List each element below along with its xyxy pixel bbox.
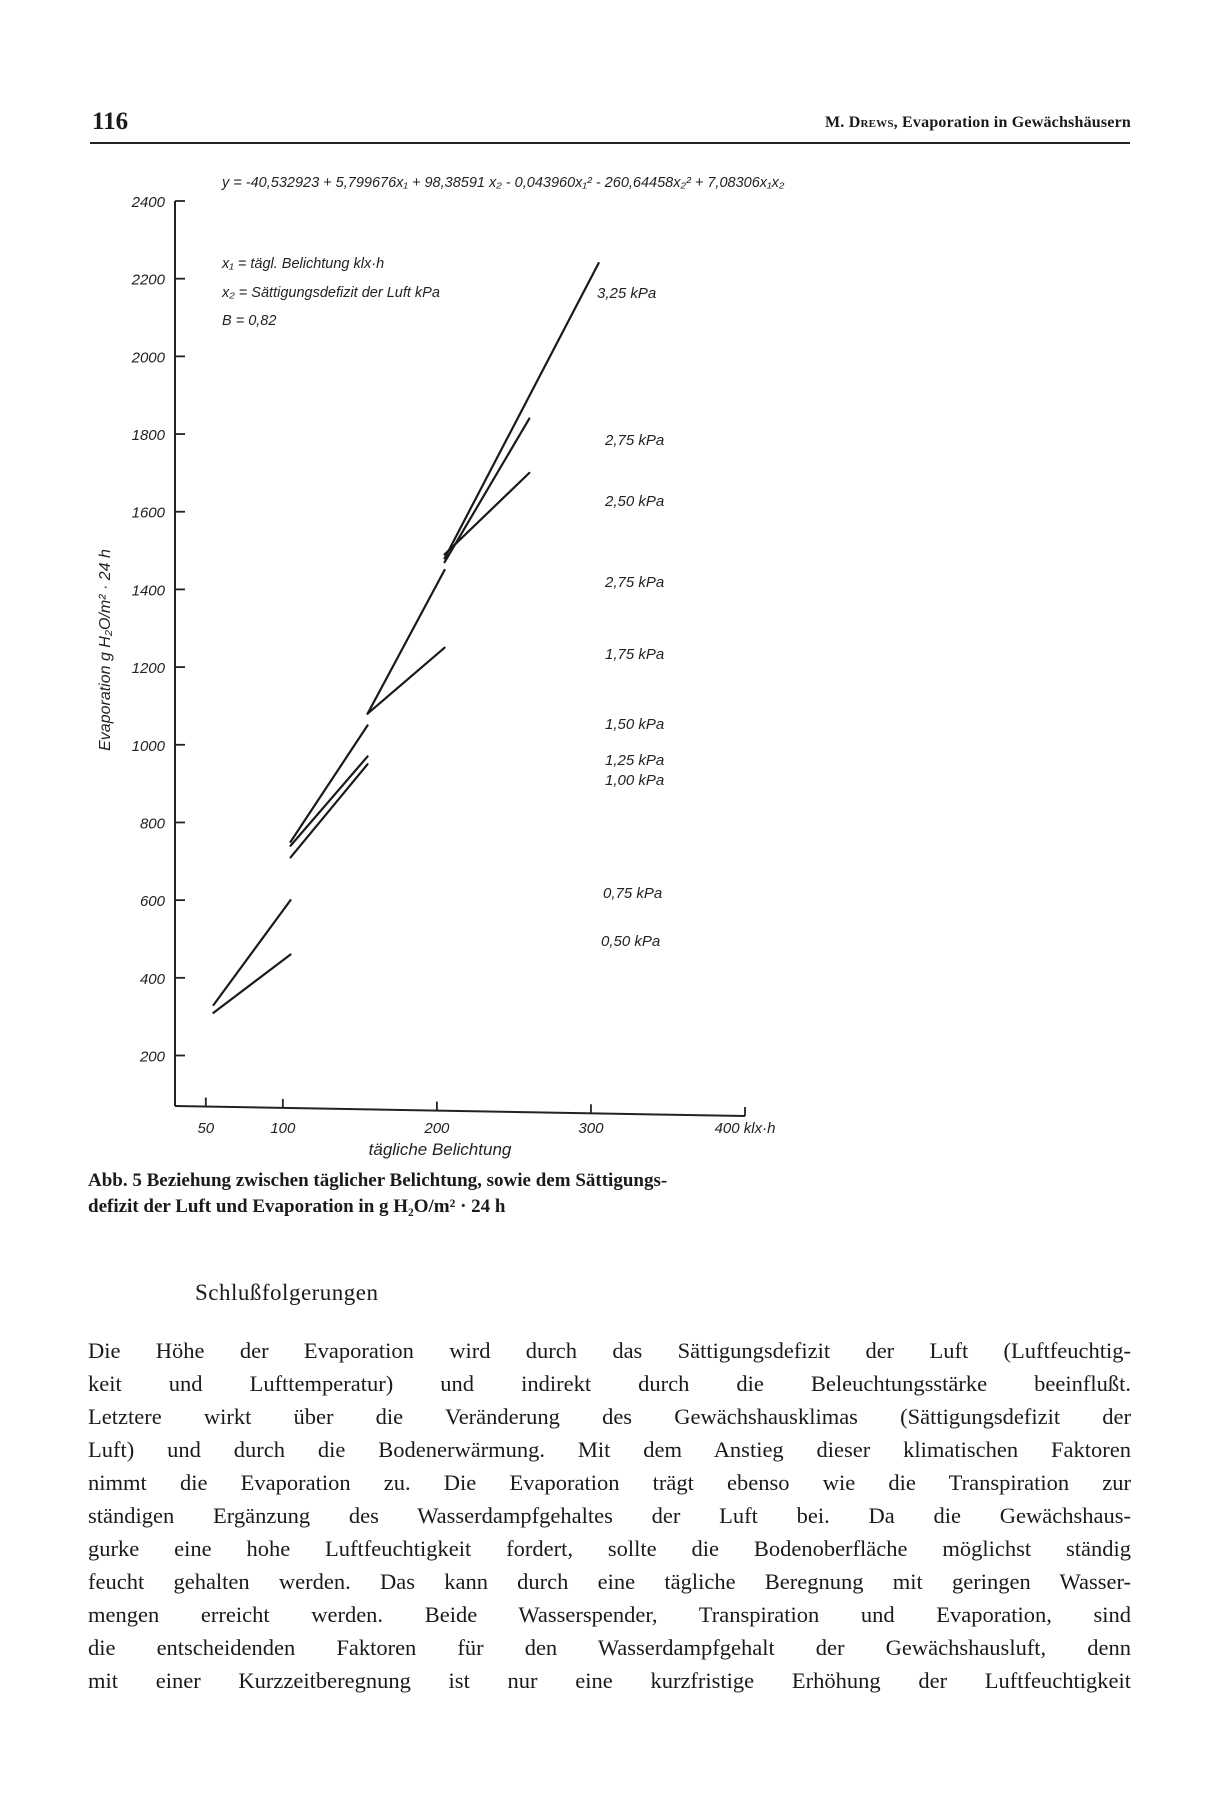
y-tick-label: 800 — [139, 815, 165, 833]
series-label: 1,50 kPa — [605, 716, 665, 733]
body-line: feucht gehalten werden. Das kann durch eine tägliche Beregnung mit geringen Wasser- — [88, 1569, 1131, 1594]
caption-line-1: Abb. 5 Beziehung zwischen täglicher Belichtung, sowie dem Sättigungs- — [88, 1170, 668, 1191]
series-line — [368, 570, 445, 714]
body-line: Luft) und durch die Bodenerwärmung. Mit dem Anstieg dieser klimatischen Faktoren — [88, 1437, 1131, 1462]
body-line: gurke eine hohe Luftfeuchtigkeit fordert, sollte die Bodenoberfläche möglichst ständig — [88, 1536, 1131, 1561]
y-tick-label: 1000 — [131, 737, 165, 755]
series-label: 2,75 kPa — [605, 574, 665, 591]
body-line: mengen erreicht werden. Beide Wasserspender, Transpiration und Evaporation, sind — [88, 1602, 1131, 1627]
legend-line-b: B = 0,82 — [222, 313, 277, 329]
body-line: keit und Lufttemperatur) und indirekt durch die Beleuchtungsstärke beeinflußt. — [88, 1371, 1131, 1396]
body-line: Die Höhe der Evaporation wird durch das Sättigungsdefizit der Luft (Luftfeuchtig- — [88, 1338, 1131, 1363]
series-label: 2,50 kPa — [605, 493, 665, 510]
series-label: 1,25 kPa — [605, 752, 665, 769]
y-tick-label: 1400 — [131, 582, 165, 600]
series-line — [291, 756, 368, 845]
series-label: 0,50 kPa — [601, 933, 661, 950]
body-line: die entscheidenden Faktoren für den Wasserdampfgehalt der Gewächshausluft, denn — [88, 1635, 1131, 1660]
series-label: 0,75 kPa — [603, 885, 663, 902]
y-tick-label: 400 — [139, 970, 165, 988]
series-label: 2,75 kPa — [605, 432, 665, 449]
series-line — [368, 648, 445, 714]
series-line — [291, 764, 368, 857]
y-tick-label: 200 — [139, 1048, 165, 1066]
x-axis — [175, 1106, 745, 1116]
author-initial: M. — [824, 114, 845, 131]
regression-equation: y = -40,532923 + 5,799676x₁ + 98,38591 x₂ - 0,043960x₁² - 260,64458x₂² + 7,08306x₁x₂ — [222, 175, 785, 191]
body-line: nimmt die Evaporation zu. Die Evaporation trägt ebenso wie die Transpiration zur — [88, 1470, 1131, 1495]
legend-line-x2: x₂ = Sättigungsdefizit der Luft kPa — [222, 285, 440, 301]
y-tick-label: 2400 — [131, 194, 165, 211]
y-tick-label: 2000 — [131, 349, 165, 367]
series-line — [445, 419, 530, 563]
y-tick-label: 1200 — [131, 660, 165, 678]
series-line — [445, 263, 599, 558]
series-line — [291, 725, 368, 842]
figure-caption — [88, 1168, 888, 1220]
body-line: ständigen Ergänzung des Wasserdampfgehaltes der Luft bei. Da die Gewächshaus- — [88, 1503, 1131, 1528]
x-tick-label: 300 — [578, 1120, 604, 1137]
x-tick-label: 400 klx·h — [714, 1120, 776, 1137]
page-number: 116 — [92, 108, 129, 135]
x-axis-label: tägliche Belichtung — [368, 1140, 512, 1159]
author-surname: Drews — [848, 114, 894, 131]
series-line — [214, 900, 291, 1005]
x-tick-label: 200 — [424, 1120, 450, 1137]
body-line: Letztere wirkt über die Veränderung des Gewächshausklimas (Sättigungsdefizit der — [88, 1404, 1131, 1429]
y-tick-label: 1800 — [131, 427, 165, 445]
body-paragraph — [88, 1334, 1131, 1697]
x-tick-label: 50 — [197, 1120, 215, 1137]
x-tick-label: 100 — [270, 1120, 296, 1137]
series-line — [445, 473, 530, 555]
series-label: 1,75 kPa — [605, 646, 665, 663]
y-tick-label: 1600 — [131, 504, 165, 522]
section-title: Schlußfolgerungen — [195, 1280, 379, 1305]
y-axis-label: Evaporation g H₂O/m² · 24 h — [97, 549, 114, 751]
caption-line-2: defizit der Luft und Evaporation in g H₂O/m² · 24 h — [88, 1196, 506, 1217]
y-tick-label: 2200 — [131, 271, 165, 289]
legend-line-x1: x₁ = tägl. Belichtung klx·h — [222, 256, 385, 272]
series-label: 3,25 kPa — [597, 285, 657, 302]
y-tick-label: 600 — [139, 893, 165, 911]
series-label: 1,00 kPa — [605, 772, 665, 789]
article-title: , Evaporation in Gewächshäusern — [893, 114, 1131, 131]
series-line — [214, 955, 291, 1013]
body-line: mit einer Kurzzeitberegnung ist nur eine kurzfristige Erhöhung der Luftfeuchtigkeit — [88, 1668, 1131, 1693]
